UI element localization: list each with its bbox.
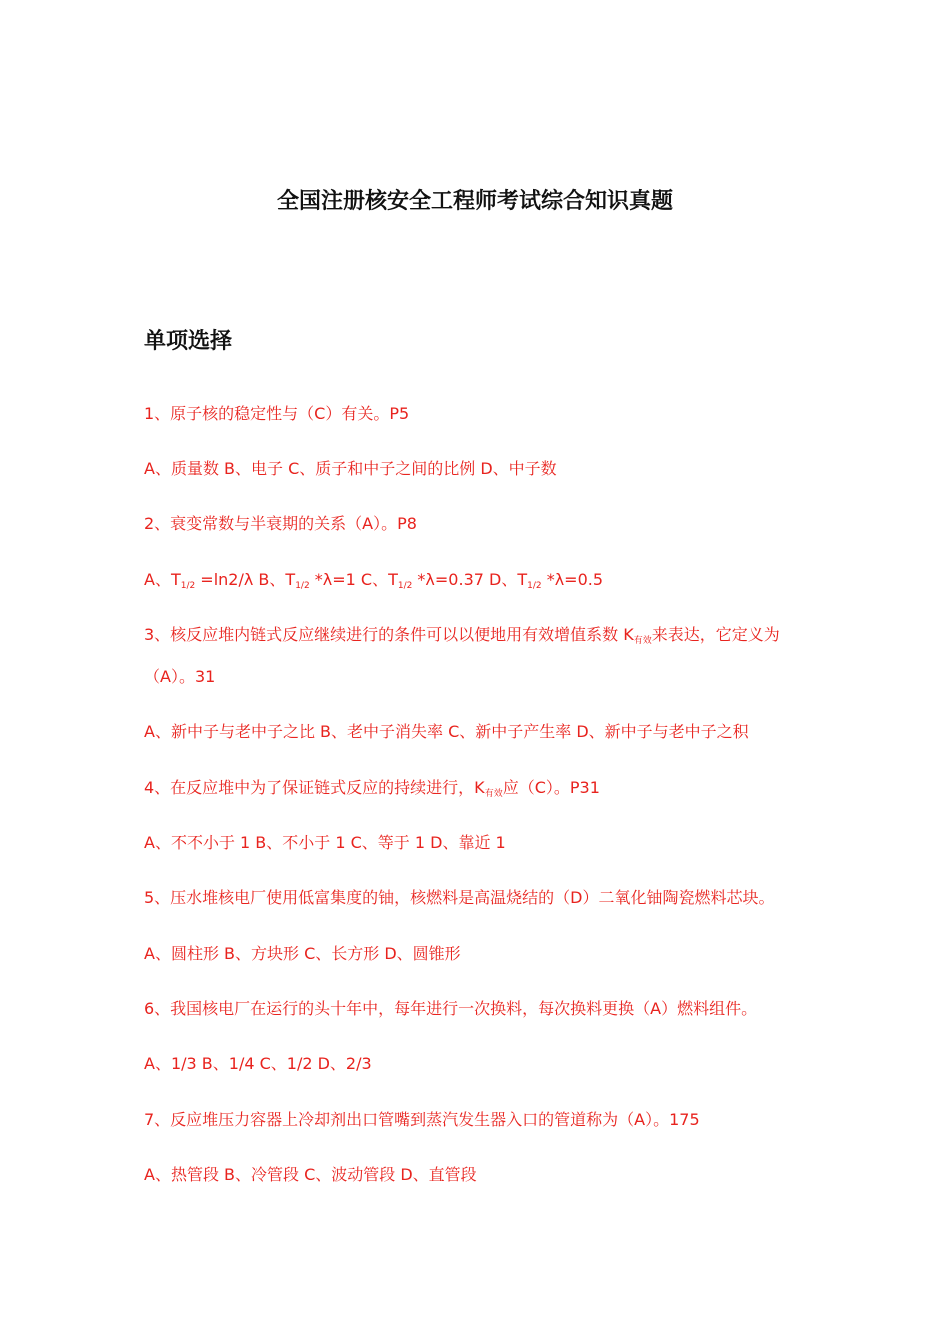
question-4-options: A、不不小于 1 B、不小于 1 C、等于 1 D、靠近 1: [144, 833, 506, 852]
question-5: 5、压水堆核电厂使用低富集度的铀，核燃料是高温烧结的（D）二氧化铀陶瓷燃料芯块。: [144, 888, 775, 907]
question-4: [144, 778, 600, 798]
question-3-options: A、新中子与老中子之比 B、老中子消失率 C、新中子产生率 D、新中子与老中子之积: [144, 722, 749, 741]
question-text: 应（C）。P31: [502, 778, 600, 797]
question-6: 6、我国核电厂在运行的头十年中，每年进行一次换料，每次换料更换（A）燃料组件。: [144, 999, 758, 1018]
subscript: 1/2: [527, 581, 542, 591]
question-3: [144, 614, 814, 698]
document-title: 全国注册核安全工程师考试综合知识真题: [276, 189, 673, 214]
option-text: =ln2/λ B、T: [195, 570, 296, 589]
question-1: 1、原子核的稳定性与（C）有关。P5: [144, 404, 410, 423]
question-7: 7、反应堆压力容器上冷却剂出口管嘴到蒸汽发生器入口的管道称为（A）。175: [144, 1110, 700, 1129]
option-text: *λ=0.5: [541, 570, 604, 589]
section-title: 单项选择: [144, 329, 233, 354]
question-text: 来表达，它定义为（A）。31: [144, 625, 780, 686]
question-7-options: A、热管段 B、冷管段 C、波动管段 D、直管段: [144, 1165, 477, 1184]
question-2: 2、衰变常数与半衰期的关系（A）。P8: [144, 514, 417, 533]
question-text: 3、核反应堆内链式反应继续进行的条件可以以便地用有效增值系数 K: [144, 625, 634, 644]
subscript: 1/2: [180, 581, 196, 591]
subscript: 有效: [633, 636, 652, 646]
option-text: *λ=1 C、T: [309, 570, 398, 589]
option-text: A、T: [144, 570, 181, 589]
question-6-options: A、1/3 B、1/4 C、1/2 D、2/3: [144, 1054, 372, 1073]
subscript: 1/2: [397, 581, 413, 591]
question-2-options: [144, 570, 603, 590]
question-text: 4、在反应堆中为了保证链式反应的持续进行，K: [144, 778, 485, 797]
subscript: 有效: [484, 789, 503, 799]
subscript: 1/2: [295, 581, 310, 591]
option-text: *λ=0.37 D、T: [412, 570, 528, 589]
question-5-options: A、圆柱形 B、方块形 C、长方形 D、圆锥形: [144, 944, 461, 963]
question-1-options: A、质量数 B、电子 C、质子和中子之间的比例 D、中子数: [144, 459, 557, 478]
